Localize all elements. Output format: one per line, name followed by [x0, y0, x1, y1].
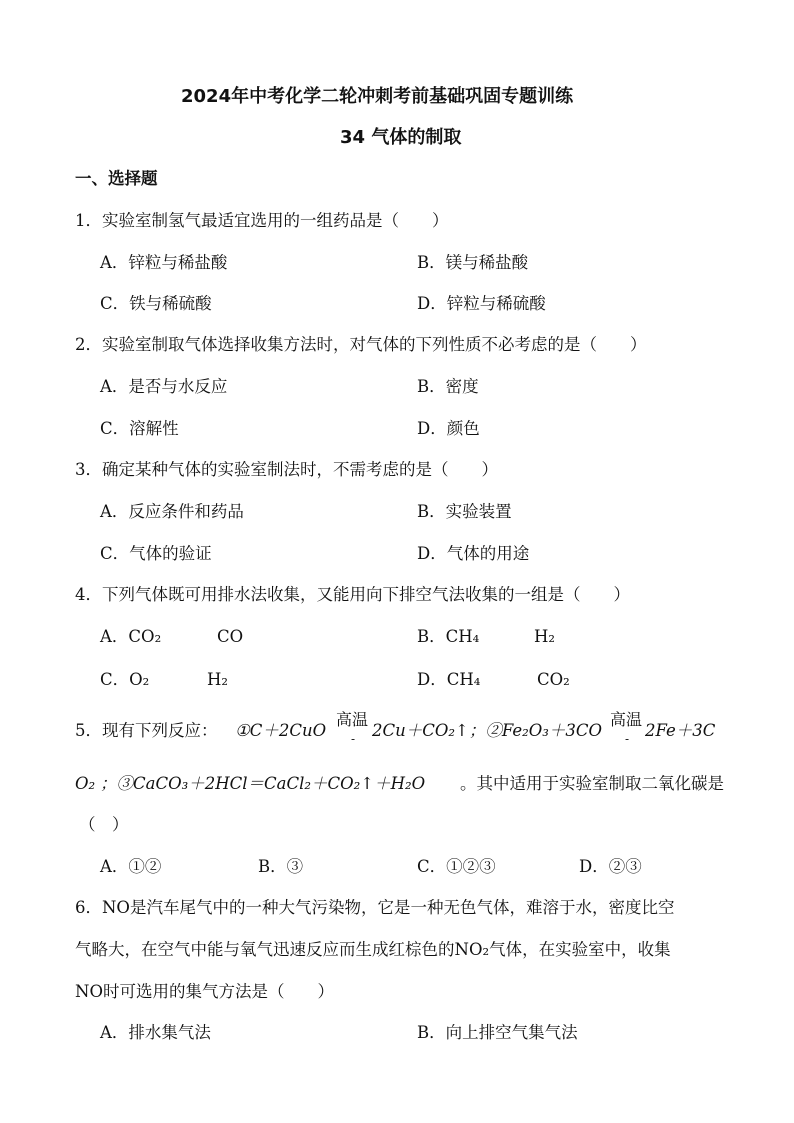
- question-5-prefix: 5．现有下列反应：: [75, 721, 218, 740]
- question-2-option-b: B．密度: [417, 377, 479, 396]
- question-5-option-c: C．①②③: [417, 857, 496, 876]
- question-6-stem-line-2: 气略大，在空气中能与氧气迅速反应而生成红棕色的NO₂气体，在实验室中，收集: [75, 940, 671, 959]
- question-2-stem: 2．实验室制取气体选择收集方法时，对气体的下列性质不必考虑的是（ ）: [75, 335, 647, 354]
- question-4-option-b-formula-2: H₂: [534, 627, 556, 646]
- question-6-option-a: A．排水集气法: [100, 1023, 211, 1042]
- question-4-option-a: [100, 629, 161, 646]
- question-3-option-d: D．气体的用途: [417, 544, 530, 563]
- section-heading: 一、选择题: [75, 169, 158, 188]
- question-5-option-d: D．②③: [579, 857, 642, 876]
- question-1-stem: 1．实验室制氢气最适宜选用的一组药品是（ ）: [75, 211, 449, 230]
- question-4-option-d: [417, 672, 480, 689]
- formula: CO₂: [128, 627, 162, 646]
- question-2-option-d: D．颜色: [417, 419, 480, 438]
- reaction-2-condition: 高温: [610, 710, 643, 729]
- question-1-option-a: A．锌粒与稀盐酸: [100, 253, 228, 272]
- question-6-stem-line-3: NO时可选用的集气方法是（ ）: [75, 982, 334, 1001]
- question-6-option-b: B．向上排空气集气法: [417, 1023, 578, 1042]
- question-3-option-a: A．反应条件和药品: [100, 502, 244, 521]
- formula: O₂: [129, 670, 150, 689]
- option-label: D．: [417, 670, 447, 689]
- reaction-2-arrow: -: [625, 732, 630, 746]
- reaction-1-arrow: -: [351, 732, 356, 746]
- question-5-stem-end: 。其中适用于实验室制取二氧化碳是: [460, 774, 724, 793]
- question-4-stem: 4．下列气体既可用排水法收集，又能用向下排空气法收集的一组是（ ）: [75, 585, 630, 604]
- question-4-option-b: [417, 629, 479, 646]
- reaction-2-products: 2Fe＋3C: [645, 721, 716, 740]
- option-label: C．: [100, 670, 130, 689]
- formula: CH₄: [446, 670, 481, 689]
- question-4-option-a-formula-2: CO: [217, 627, 244, 646]
- reaction-2-o2: O₂: [75, 774, 96, 793]
- question-4-option-d-formula-2: CO₂: [537, 670, 570, 689]
- question-4-option-c: [100, 672, 149, 689]
- question-1-option-b: B．镁与稀盐酸: [417, 253, 529, 272]
- question-5-option-b: B．③: [258, 857, 304, 876]
- reaction-1-products: 2Cu＋CO₂↑；②Fe₂O₃＋3CO: [372, 721, 603, 740]
- reaction-1-reactants: ①C＋2CuO: [235, 721, 327, 740]
- question-2-option-a: A．是否与水反应: [100, 377, 228, 396]
- option-label: A．: [100, 627, 129, 646]
- question-1-option-c: C．铁与稀硫酸: [100, 294, 212, 313]
- question-6-stem-line-1: 6．NO是汽车尾气中的一种大气污染物，它是一种无色气体，难溶于水，密度比空: [75, 898, 675, 917]
- option-label: B．: [417, 627, 446, 646]
- formula: CH₄: [445, 627, 480, 646]
- reaction-3: ；③CaCO₃＋2HCl＝CaCl₂＋CO₂↑＋H₂O: [100, 774, 426, 793]
- question-5-option-a: A．①②: [100, 857, 162, 876]
- question-2-option-c: C．溶解性: [100, 419, 179, 438]
- question-3-stem: 3．确定某种气体的实验室制法时，不需考虑的是（ ）: [75, 460, 498, 479]
- question-5-blank: （ ）: [79, 815, 129, 834]
- question-3-option-c: C．气体的验证: [100, 544, 212, 563]
- reaction-1-condition: 高温: [336, 710, 369, 729]
- question-4-option-c-formula-2: H₂: [207, 670, 229, 689]
- question-1-option-d: D．锌粒与稀硫酸: [417, 294, 546, 313]
- page-subtitle: 34 气体的制取: [340, 127, 462, 148]
- question-3-option-b: B．实验装置: [417, 502, 512, 521]
- page-title: 2024年中考化学二轮冲刺考前基础巩固专题训练: [181, 86, 574, 107]
